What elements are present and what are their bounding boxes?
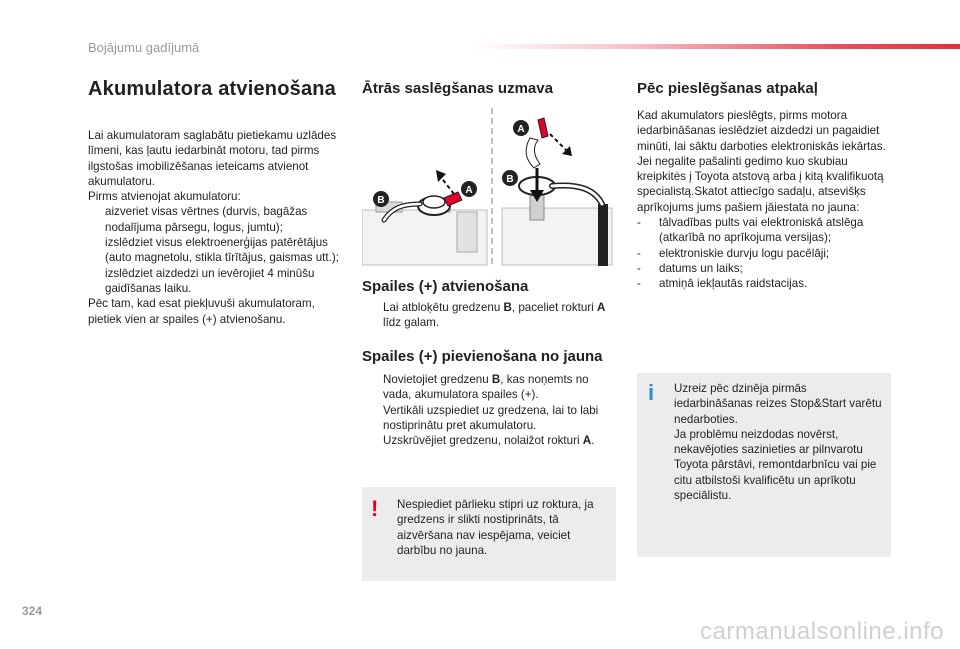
after-reconnect-title: Pēc pieslēgšanas atpakaļ <box>637 80 818 97</box>
battery-clamp-diagram <box>362 108 616 268</box>
label-b-right-text: B <box>506 174 514 185</box>
info-text: Uzreiz pēc dzinēja pirmās iedarbināšanas reizes Stop&Start varētu nedarboties. Ja problēmu neizdodas novērst, nekavējoties sazinieties ar pilnvarotu Toyota pārstāvi, remontdarbnīcu vai pie citu atbilstoši kvalificētu un aprīkotu speciālistu. <box>674 382 882 503</box>
list-item: izslēdziet aizdedzi un ievērojiet 4 minūšu gaidīšanas laiku. <box>105 266 315 295</box>
right-para-2: Jei negalite pašalinti gedimo kuo skubiau kreipkitės į Toyota atstovą arba į kitą kvalifikuotą specialistą.Skatot attiecīgo sadaļu, atsevišķs aprīkojums jums pašiem jāiestata no jauna: <box>637 154 884 214</box>
steps-intro: Pirms atvienojat akumulatoru: <box>88 190 241 204</box>
list-item: aizveriet visas vērtnes (durvis, bagāžas nodalījuma pārsegu, logus, jumtu); <box>105 205 308 234</box>
disconnect-body <box>366 300 616 331</box>
label-a-left-text: A <box>465 185 473 196</box>
intro-text: Lai akumulatoram saglabātu pietiekamu uzlādes līmeni, kas ļautu iedarbināt motoru, tad pirms ilgstošas imobilizēšanas ieteicams atvienot akumulatoru. <box>88 129 337 188</box>
list-item: - tālvadības pults vai elektroniskā atslēga (atkarībā no aprīkojuma versijas); <box>637 216 864 245</box>
label-b-left-text: B <box>377 195 385 206</box>
left-body <box>88 128 346 327</box>
list-item: Uzskrūvējiet gredzenu, nolaižot rokturi A. <box>383 434 595 448</box>
section-label: Bojājumu gadījumā <box>88 40 200 55</box>
warning-icon: ! <box>371 496 379 521</box>
list-item: Vertikāli uzspiediet uz gredzena, lai to labi nostiprinātu pret akumulatoru. <box>383 403 599 432</box>
quick-connector-title: Ātrās saslēgšanas uzmava <box>362 80 553 97</box>
right-body <box>637 108 897 292</box>
disconnect-title: Spailes (+) atvienošana <box>362 278 529 295</box>
list-item: - atmiņā iekļautās raidstacijas. <box>637 277 808 291</box>
warning-text: Nespiediet pārlieku stipri uz roktura, ja gredzens ir slikti nostiprināts, tā aizvēršana nav iespējama, veiciet darbību no jauna. <box>397 498 594 557</box>
page-title: Akumulatora atvienošana <box>88 78 337 100</box>
page-number: 324 <box>22 604 43 618</box>
info-icon: i <box>648 380 655 405</box>
battery-right-illustration <box>502 118 612 266</box>
warning-box <box>362 487 616 581</box>
outro-text: Pēc tam, kad esat piekļuvuši akumulatoram, pietiek vien ar spailes (+) atvienošanu. <box>88 297 315 326</box>
right-para-1: Kad akumulators pieslēgts, pirms motora iedarbināšanas ieslēdziet aizdedzi un pagaidiet minūti, lai sāktu darboties elektroniskās iekārtas. <box>637 109 886 153</box>
list-item: izslēdziet visus elektroenerģijas patērētājus (auto magnetolu, stikla tīrītājus, gaismas utt.); <box>105 236 339 265</box>
list-item: - elektroniskie durvju logu pacēlāji; <box>637 246 830 260</box>
watermark: carmanualsonline.info <box>700 618 944 645</box>
header-accent-bar <box>470 44 960 49</box>
list-item: Lai atbloķētu gredzenu B, paceliet rokturi A līdz galam. <box>383 301 606 330</box>
right-dash-list <box>637 215 897 291</box>
reconnect-title: Spailes (+) pievienošana no jauna <box>362 348 603 365</box>
left-bullet-list <box>88 204 346 296</box>
list-item: Novietojiet gredzenu B, kas noņemts no vada, akumulatora spailes (+). <box>383 373 589 402</box>
reconnect-body <box>366 372 616 448</box>
list-item: - datums un laiks; <box>637 261 743 275</box>
info-box <box>637 373 891 557</box>
label-a-right-text: A <box>517 124 525 135</box>
